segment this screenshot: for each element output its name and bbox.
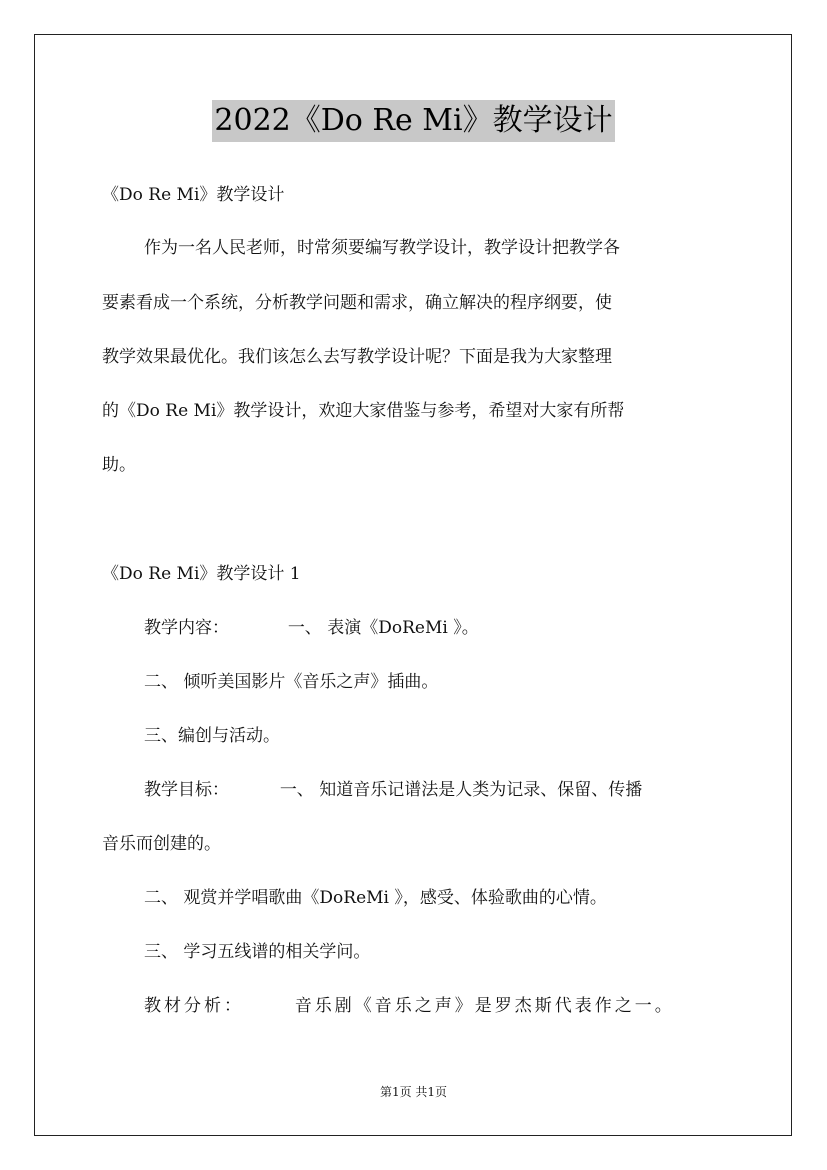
- section-heading: 《Do Re Mi》教学设计 1: [102, 564, 301, 584]
- document-subtitle: 《Do Re Mi》教学设计: [102, 185, 285, 205]
- document-title: 2022《Do Re Mi》教学设计: [212, 100, 614, 142]
- goal-item-1: 一、 知道音乐记谱法是人类为记录、保留、传播: [279, 780, 643, 800]
- goal-item-2: 二、 观赏并学唱歌曲《DoReMi 》，感受、体验歌曲的心情。: [144, 888, 607, 908]
- title-wrap: [0, 100, 827, 142]
- intro-line-1: [144, 235, 744, 261]
- goal-row: [144, 777, 744, 803]
- analysis-text: 音乐剧《音乐之声》是罗杰斯代表作之一。: [294, 996, 675, 1016]
- intro-line-2: 要素看成一个系统，分析教学问题和需求，确立解决的程序纲要，使: [102, 293, 612, 313]
- content-label: 教学内容：: [144, 618, 229, 638]
- content-item-2: 二、 倾听美国影片《音乐之声》插曲。: [144, 672, 439, 692]
- intro-line-1-text: 作为一名人民老师，时常须要编写教学设计，教学设计把教学各: [144, 238, 620, 258]
- analysis-row: [144, 993, 744, 1019]
- content-row: [144, 615, 744, 641]
- goal-item-3: 三、 学习五线谱的相关学问。: [144, 942, 371, 962]
- intro-line-5: 助。: [102, 455, 136, 475]
- content-item-3: 三、编创与活动。: [144, 726, 280, 746]
- content-item-1: 一、 表演《DoReMi 》。: [287, 618, 479, 638]
- intro-line-4: 的《Do Re Mi》教学设计，欢迎大家借鉴与参考，希望对大家有所帮: [102, 401, 625, 421]
- goal-item-1-cont: 音乐而创建的。: [102, 834, 221, 854]
- page-footer: 第1页 共1页: [379, 1085, 448, 1099]
- intro-line-3: 教学效果最优化。我们该怎么去写教学设计呢？下面是我为大家整理: [102, 347, 612, 367]
- analysis-label: 教材分析：: [144, 996, 244, 1016]
- goal-label: 教学目标：: [144, 780, 229, 800]
